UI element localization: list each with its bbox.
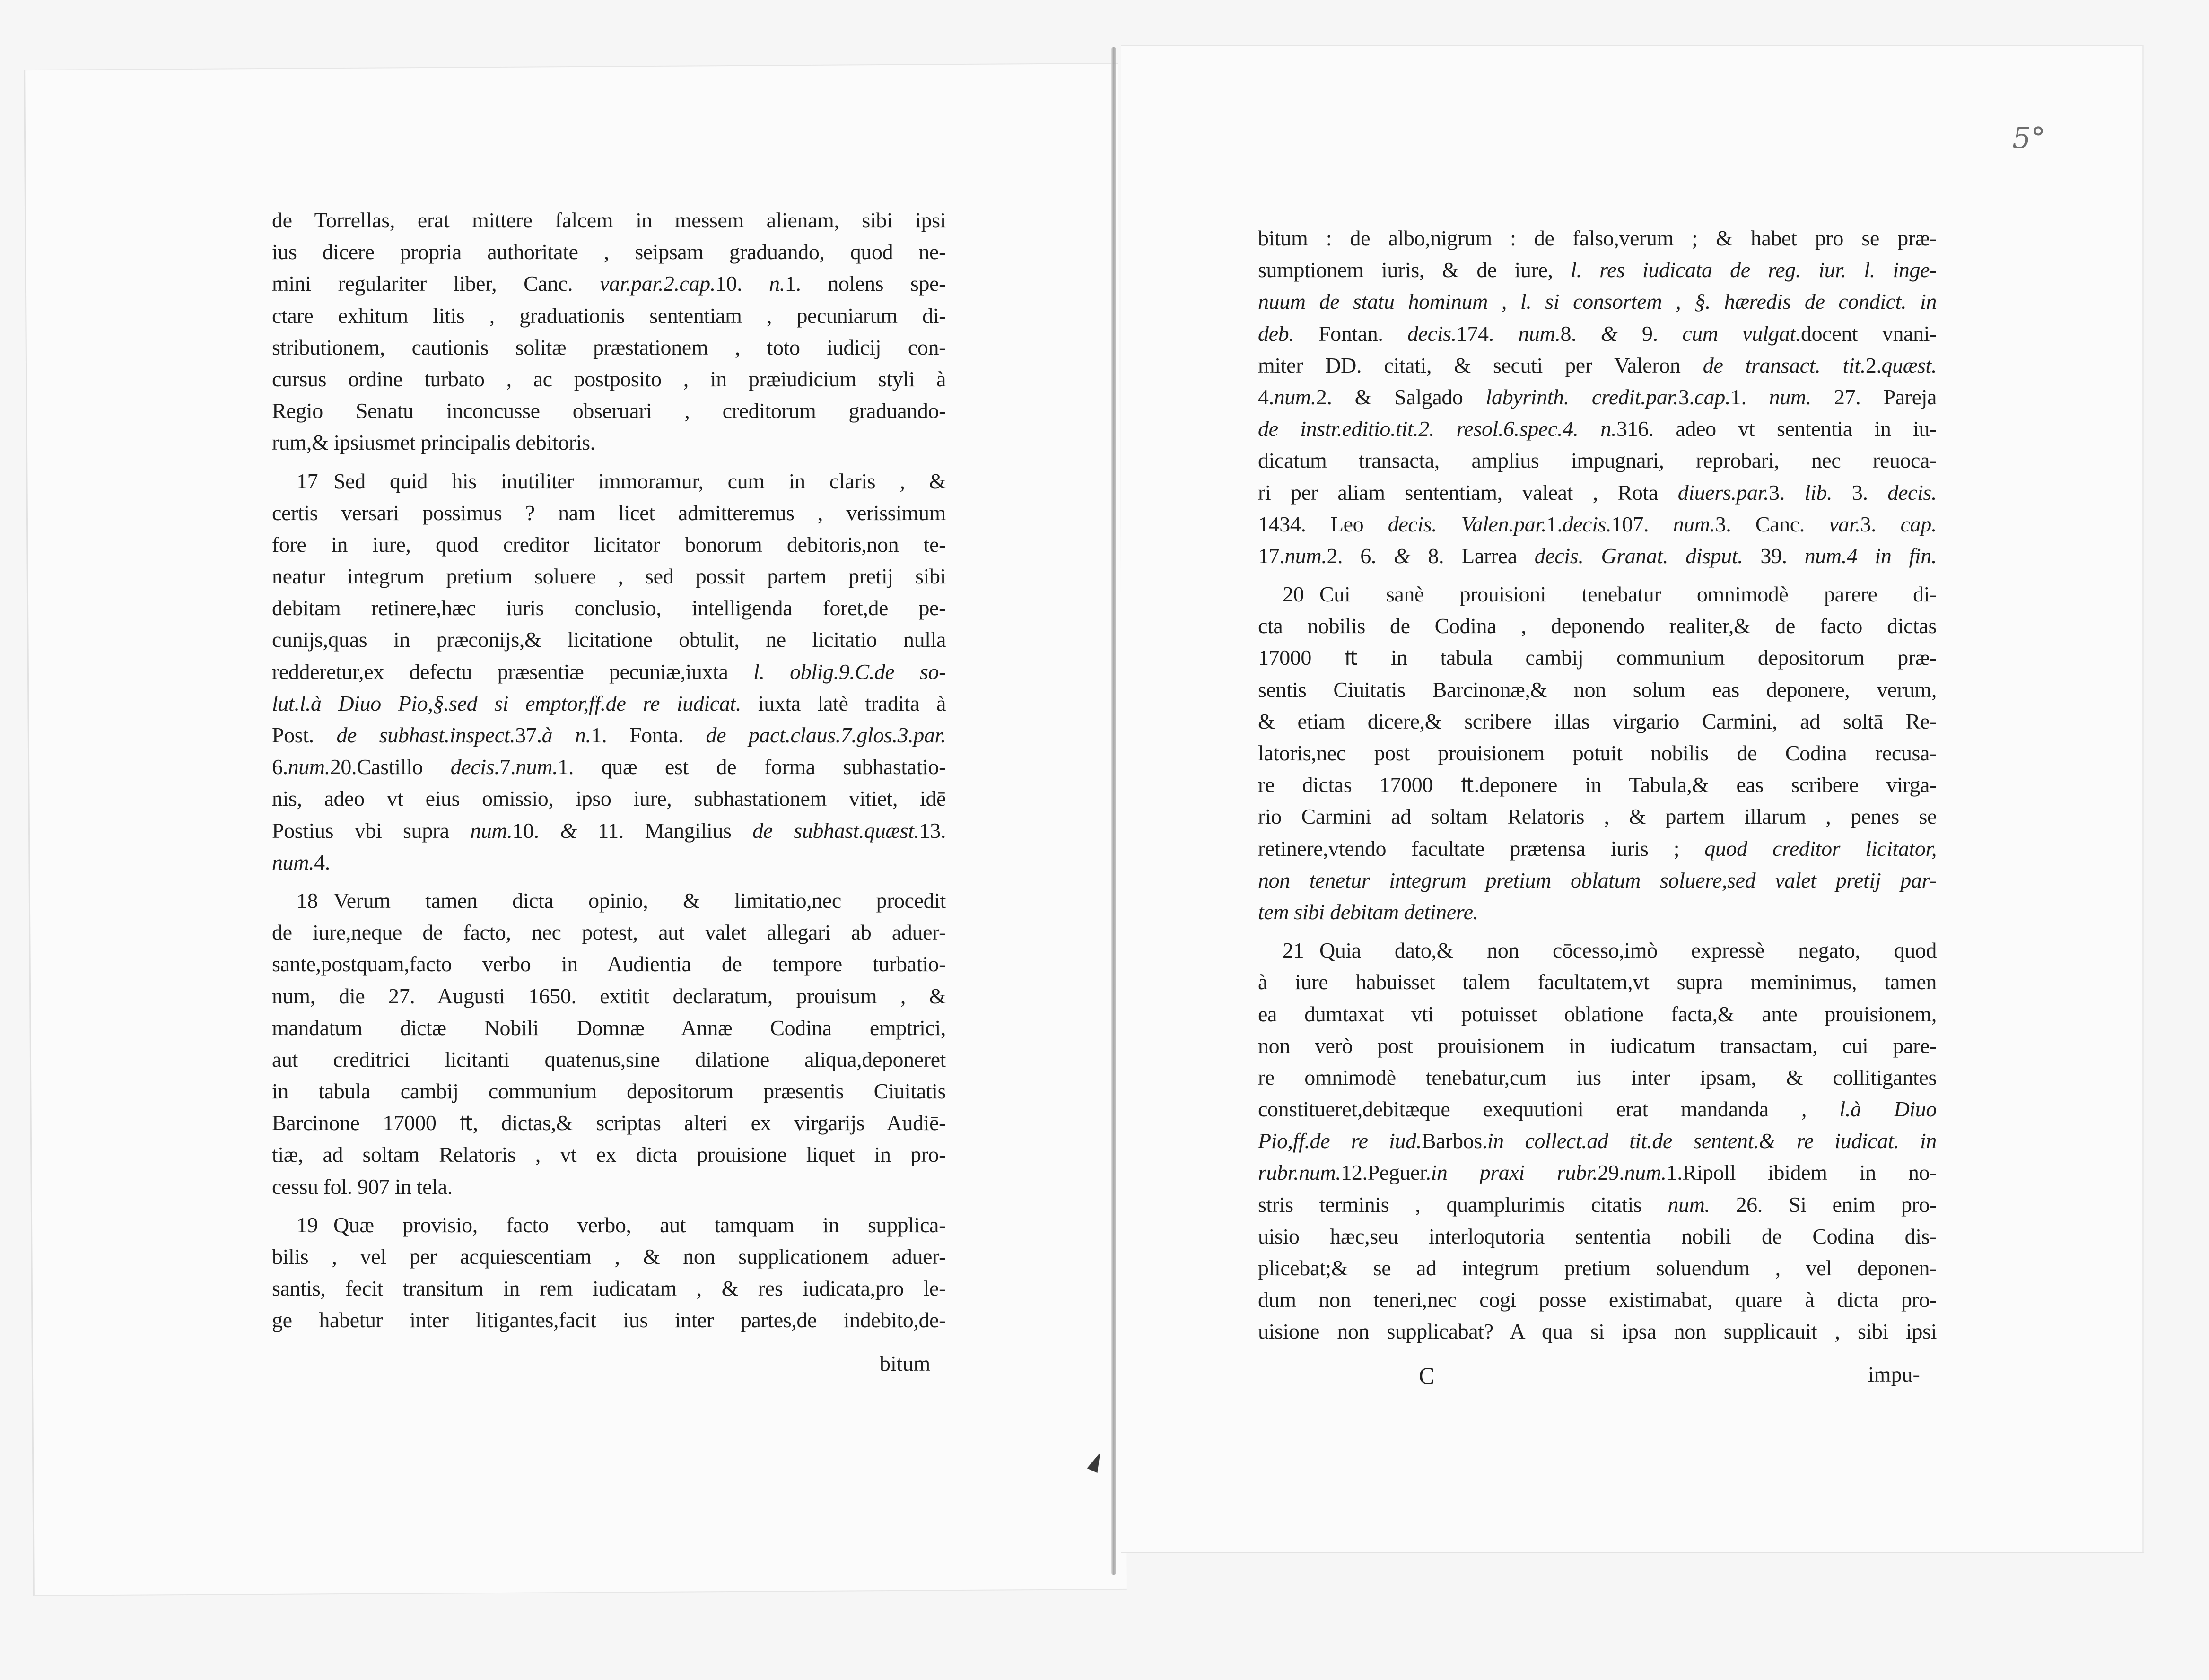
text-run: 3. xyxy=(1860,512,1901,536)
text-run: mini regulariter liber, Canc. xyxy=(272,271,600,296)
text-run: cta nobilis de Codina , deponendo realiter,& de facto dictas xyxy=(1258,614,1937,638)
text-run: Cui sanè prouisioni tenebatur omnimodè parere di- xyxy=(1319,582,1937,607)
text-run: debitam retinere,hæc iuris conclusio, intelligenda foret,de pe- xyxy=(272,596,946,620)
text-line xyxy=(1258,705,1937,737)
text-run: 10. xyxy=(715,271,769,296)
text-run: 2. xyxy=(1865,353,1882,377)
text-run: 4. xyxy=(314,850,330,874)
citation-italic: num. xyxy=(1769,384,1811,409)
text-run: à iure habuisset talem facultatem,vt supra meminimus, tamen xyxy=(1258,970,1937,994)
text-line xyxy=(1258,737,1937,769)
text-run: santis, fecit transitum in rem iudicatam , & res iudicata,pro le- xyxy=(272,1276,946,1301)
citation-italic: num. xyxy=(1673,512,1715,536)
text-line xyxy=(272,1139,946,1170)
text-run: constitueret,debitæque exequutioni erat mandanda , xyxy=(1258,1097,1840,1122)
citation-italic: de instr.editio.tit.2. resol.6.spec.4. n. xyxy=(1258,417,1616,441)
text-line xyxy=(1258,1284,1937,1315)
text-line xyxy=(1258,1030,1937,1062)
citation-italic: decis. xyxy=(450,755,500,779)
text-run: ri per aliam sententiam, valeat , Rota xyxy=(1258,480,1678,505)
citation-italic: cap. xyxy=(1900,512,1937,536)
text-run: stributionem, cautionis solitæ præstationem , toto iudicij con- xyxy=(272,335,946,359)
text-line xyxy=(272,783,946,814)
text-run: 3. xyxy=(1769,480,1805,505)
text-line xyxy=(1258,578,1937,610)
citation-italic: lut.l.à Diuo Pio,§.sed si emptor,ff.de re iudicat. xyxy=(272,691,741,715)
citation-italic: nuum de statu hominum , l. si consortem , §. hæredis de condict. in xyxy=(1258,289,1937,314)
text-line xyxy=(1258,1252,1937,1284)
text-run: non verò post prouisionem in iudicatum transactam, cui pare- xyxy=(1258,1033,1937,1058)
text-run: 2. & Salgado xyxy=(1316,384,1486,409)
text-line xyxy=(272,815,946,846)
citation-italic: cap. xyxy=(1694,384,1730,409)
text-line xyxy=(1258,642,1937,673)
text-line xyxy=(272,395,946,427)
citation-italic: labyrinth. credit.par. xyxy=(1485,384,1678,409)
citation-italic: decis. xyxy=(1407,321,1457,346)
text-line xyxy=(272,1075,946,1107)
text-run: 3. Canc. xyxy=(1715,512,1829,536)
left-page-text xyxy=(272,204,946,1336)
text-run: 4. xyxy=(1258,384,1274,409)
citation-italic: lib. xyxy=(1804,480,1833,505)
text-line xyxy=(272,916,946,948)
text-run: num, die 27. Augusti 1650. extitit declaratum, prouisum , & xyxy=(272,984,946,1008)
text-run: 2. 6. xyxy=(1327,543,1394,568)
text-run: redderetur,ex defectu præsentiæ pecuniæ,iuxta xyxy=(272,659,754,684)
text-line xyxy=(272,331,946,363)
text-line xyxy=(1258,318,1937,349)
text-line xyxy=(272,656,946,688)
citation-italic: num. xyxy=(515,755,558,779)
text-run: uisio hæc,seu interloqutoria sententia nobili de Codina dis- xyxy=(1258,1224,1937,1248)
text-line xyxy=(272,1171,946,1202)
text-run: retinere,vtendo facultate prætensa iuris ; xyxy=(1258,836,1705,861)
text-line xyxy=(272,363,946,395)
text-run: docent vnani- xyxy=(1800,321,1937,346)
text-line xyxy=(272,719,946,751)
text-run: 12.Peguer. xyxy=(1341,1160,1431,1185)
text-line xyxy=(1258,540,1937,572)
text-run: ge habetur inter litigantes,facit ius inter partes,de indebito,de- xyxy=(272,1308,946,1332)
citation-italic: de pact.claus.7.glos.3.par. xyxy=(706,723,946,747)
text-line xyxy=(1258,896,1937,928)
text-run: 174. xyxy=(1456,321,1519,346)
text-run: 9. xyxy=(1617,321,1683,346)
citation-italic: num. xyxy=(470,818,513,843)
text-line xyxy=(1258,864,1937,896)
paragraph-gap xyxy=(272,878,946,885)
text-run: 29. xyxy=(1598,1160,1624,1185)
text-line xyxy=(272,560,946,592)
citation-italic: num. xyxy=(1518,321,1561,346)
text-line xyxy=(1258,966,1937,998)
text-line xyxy=(272,1107,946,1139)
citation-italic: à n. xyxy=(541,723,591,747)
text-line xyxy=(1258,801,1937,832)
citation-italic: num.4 in fin. xyxy=(1804,543,1937,568)
text-run: cessu fol. 907 in tela. xyxy=(272,1174,453,1199)
text-line xyxy=(272,1241,946,1272)
citation-italic: de subhast.quæst. xyxy=(752,818,919,843)
text-run: 39. xyxy=(1743,543,1805,568)
text-line xyxy=(272,1209,946,1241)
text-line xyxy=(1258,381,1937,413)
text-run: 11. Mangilius xyxy=(576,818,753,843)
citation-italic: diuers.par. xyxy=(1677,480,1769,505)
text-run: rum,& ipsiusmet principalis debitoris. xyxy=(272,430,595,455)
text-run: Barbos. xyxy=(1421,1129,1487,1153)
text-line xyxy=(272,300,946,331)
paragraph-gap xyxy=(1258,572,1937,578)
text-run: de Torrellas, erat mittere falcem in messem alienam, sibi ipsi xyxy=(272,208,946,232)
text-run: latoris,nec post prouisionem potuit nobilis de Codina recusa- xyxy=(1258,741,1937,765)
text-run: 316. adeo vt sententia in iu- xyxy=(1616,417,1937,441)
text-run: ius dicere propria authoritate , seipsam graduando, quod ne- xyxy=(272,240,946,264)
citation-italic: in collect.ad tit.de sentent.& re iudicat. in xyxy=(1487,1129,1937,1153)
paragraph-number: 20 xyxy=(1283,582,1304,607)
text-run: 8. Larrea xyxy=(1410,543,1535,568)
citation-italic: l. res iudicata de reg. iur. l. inge- xyxy=(1571,258,1937,282)
citation-italic: in praxi rubr. xyxy=(1431,1160,1598,1185)
text-run: 1. xyxy=(1730,384,1769,409)
text-run: dicatum transacta, amplius impugnari, reprobari, nec reuoca- xyxy=(1258,448,1937,473)
citation-italic: & xyxy=(1600,321,1618,346)
right-page-text xyxy=(1258,222,1937,1348)
text-run: 1. quæ est de forma subhastatio- xyxy=(558,755,946,779)
text-run: 1.Ripoll ibidem in no- xyxy=(1666,1160,1937,1185)
paragraph-number: 17 xyxy=(297,469,318,493)
text-line xyxy=(1258,349,1937,381)
text-run: aut creditrici licitanti quatenus,sine dilatione aliqua,deponeret xyxy=(272,1047,946,1071)
text-line xyxy=(272,1304,946,1336)
citation-italic: l. oblig.9.C.de so- xyxy=(753,659,946,684)
text-line xyxy=(272,885,946,916)
text-line xyxy=(272,268,946,299)
citation-italic: tem sibi debitam detinere. xyxy=(1258,899,1478,924)
text-run: 20.Castillo xyxy=(330,755,451,779)
text-run: Quæ provisio, facto verbo, aut tamquam in supplica- xyxy=(333,1212,946,1237)
text-run: 17000 ₶ in tabula cambij communium depositorum præ- xyxy=(1258,645,1937,670)
paragraph-gap xyxy=(272,1202,946,1209)
text-run: cunijs,quas in præconijs,& licitatione obtulit, ne licitatio nulla xyxy=(272,627,946,652)
text-line xyxy=(272,688,946,719)
text-run: 107. xyxy=(1611,512,1673,536)
citation-italic: num. xyxy=(272,850,314,874)
right-catchword: impu- xyxy=(1868,1362,1920,1386)
binding-gutter xyxy=(1111,47,1116,1575)
citation-italic: non tenetur integrum pretium oblatum soluere,sed valet pretij par- xyxy=(1258,868,1937,892)
citation-italic: & xyxy=(560,818,577,843)
text-run: 13. xyxy=(919,818,946,843)
citation-italic: var. xyxy=(1829,512,1860,536)
citation-italic: & xyxy=(1393,543,1411,568)
text-run: plicebat;& se ad integrum pretium soluendum , vel deponen- xyxy=(1258,1256,1937,1280)
text-line xyxy=(272,751,946,783)
paragraph-number: 19 xyxy=(297,1212,318,1237)
text-line xyxy=(272,592,946,624)
citation-italic: num. xyxy=(1624,1160,1667,1185)
citation-italic: quod creditor licitator, xyxy=(1704,836,1937,861)
text-run: mandatum dictæ Nobili Domnæ Annæ Codina emptrici, xyxy=(272,1015,946,1040)
citation-italic: decis. xyxy=(1562,512,1612,536)
text-line xyxy=(272,846,946,878)
folio-mark: 5° xyxy=(2012,121,2046,155)
citation-italic: cum vulgat. xyxy=(1682,321,1801,346)
text-run: de iure,neque de facto, nec potest, aut valet allegari ab aduer- xyxy=(272,920,946,945)
text-line xyxy=(1258,477,1937,508)
text-run: certis versari possimus ? nam licet admitteremus , verissimum xyxy=(272,500,946,525)
citation-italic: var.par.2.cap. xyxy=(600,271,716,296)
text-run: Fontan. xyxy=(1294,321,1408,346)
citation-italic: Pio,ff.de re iud. xyxy=(1258,1129,1422,1153)
citation-italic: de subhast.inspect. xyxy=(336,723,515,747)
text-run: bitum : de albo,nigrum : de falso,verum ; & habet pro se præ- xyxy=(1258,226,1937,250)
text-line xyxy=(272,497,946,529)
text-run: 1. xyxy=(1546,512,1563,536)
text-run: 3. xyxy=(1832,480,1888,505)
citation-italic: num. xyxy=(1274,384,1316,409)
text-run: miter DD. citati, & secuti per Valeron xyxy=(1258,353,1703,377)
text-line xyxy=(272,1272,946,1304)
text-line xyxy=(1258,769,1937,801)
text-run: 6. xyxy=(272,755,288,779)
text-line xyxy=(1258,1220,1937,1252)
citation-italic: quæst. xyxy=(1881,353,1937,377)
text-line xyxy=(1258,1125,1937,1157)
text-run: re dictas 17000 ₶.deponere in Tabula,& eas scribere virga- xyxy=(1258,773,1937,797)
text-run: 1. nolens spe- xyxy=(785,271,946,296)
text-line xyxy=(1258,833,1937,864)
text-line xyxy=(272,980,946,1012)
text-line xyxy=(272,1044,946,1075)
text-line xyxy=(1258,413,1937,444)
text-line xyxy=(272,236,946,268)
text-run: dum non teneri,nec cogi posse existimabat, quare à dicta pro- xyxy=(1258,1288,1937,1312)
text-run: sentis Ciuitatis Barcinonæ,& non solum eas deponere, verum, xyxy=(1258,677,1937,702)
text-run: Quia dato,& non cōcesso,imò expressè negato, quod xyxy=(1319,938,1937,963)
text-run: 3. xyxy=(1678,384,1694,409)
text-run: sumptionem iuris, & de iure, xyxy=(1258,258,1571,282)
text-line xyxy=(272,529,946,560)
text-run: 1434. Leo xyxy=(1258,512,1388,536)
text-line xyxy=(1258,508,1937,540)
text-run: 37. xyxy=(515,723,542,747)
left-catchword: bitum xyxy=(880,1351,931,1375)
text-run: ctare exhitum litis , graduationis sententiam , pecuniarum di- xyxy=(272,303,946,328)
citation-italic: decis. Granat. disput. xyxy=(1534,543,1743,568)
text-run: re omnimodè tenebatur,cum ius inter ipsam, & collitigantes xyxy=(1258,1065,1937,1089)
text-run: Sed quid his inutiliter immoramur, cum in claris , & xyxy=(333,469,946,493)
text-run: Barcinone 17000 ₶, dictas,& scriptas alteri ex virgarijs Audiē- xyxy=(272,1111,946,1135)
citation-italic: n. xyxy=(769,271,785,296)
text-line xyxy=(1258,286,1937,317)
text-line xyxy=(1258,1062,1937,1093)
text-run: bilis , vel per acquiescentiam , & non supplicationem aduer- xyxy=(272,1245,946,1269)
text-run: tiæ, ad soltam Relatoris , vt ex dicta prouisione liquet in pro- xyxy=(272,1142,946,1167)
citation-italic: num. xyxy=(288,755,330,779)
text-run: fore in iure, quod creditor licitator bonorum debitoris,non te- xyxy=(272,532,946,557)
text-line xyxy=(1258,1093,1937,1125)
text-run: cursus ordine turbato , ac postposito , in præiudicium styli à xyxy=(272,366,946,391)
citation-italic: decis. Valen.par. xyxy=(1388,512,1546,536)
paragraph-number: 18 xyxy=(297,888,318,913)
text-line xyxy=(272,465,946,497)
citation-italic: l.à Diuo xyxy=(1839,1097,1937,1122)
citation-italic: deb. xyxy=(1258,321,1294,346)
text-run: Post. xyxy=(272,723,337,747)
text-run: Verum tamen dicta opinio, & limitatio,nec procedit xyxy=(333,888,946,913)
text-run: & etiam dicere,& scribere illas virgario Carmini, ad soltā Re- xyxy=(1258,709,1937,733)
text-run: rio Carmini ad soltam Relatoris , & partem illarum , penes se xyxy=(1258,804,1937,829)
text-run: uisione non supplicabat? A qua si ipsa non supplicauit , sibi ipsi xyxy=(1258,1319,1937,1344)
text-run: in tabula cambij communium depositorum præsentis Ciuitatis xyxy=(272,1079,946,1104)
citation-italic: de transact. tit. xyxy=(1703,353,1866,377)
text-line xyxy=(1258,444,1937,476)
signature-mark: C xyxy=(1419,1362,1435,1389)
text-run: neatur integrum pretium soluere , sed possit partem pretij sibi xyxy=(272,564,946,589)
text-line xyxy=(1258,254,1937,286)
text-line xyxy=(1258,674,1937,705)
text-line xyxy=(1258,934,1937,966)
citation-italic: rubr.num. xyxy=(1258,1160,1341,1185)
text-run: 7. xyxy=(499,755,516,779)
text-line xyxy=(1258,1157,1937,1188)
text-run: Regio Senatu inconcusse obseruari , creditorum graduando- xyxy=(272,399,946,423)
paragraph-gap xyxy=(1258,928,1937,934)
text-line xyxy=(1258,610,1937,642)
text-line xyxy=(272,427,946,458)
citation-italic: num. xyxy=(1668,1192,1710,1217)
text-line xyxy=(1258,1189,1937,1220)
paragraph-gap xyxy=(272,459,946,465)
text-run: 1. Fonta. xyxy=(591,723,706,747)
text-run: 10. xyxy=(512,818,560,843)
text-line xyxy=(272,1012,946,1044)
text-run: 17. xyxy=(1258,543,1285,568)
text-run: 27. Pareja xyxy=(1811,384,1937,409)
text-line xyxy=(272,204,946,236)
text-run: Postius vbi supra xyxy=(272,818,471,843)
text-run: ea dumtaxat vti potuisset oblatione facta,& ante prouisionem, xyxy=(1258,1001,1937,1026)
text-run: 26. Si enim pro- xyxy=(1710,1192,1937,1217)
paragraph-number: 21 xyxy=(1283,938,1304,963)
text-run: 8. xyxy=(1560,321,1601,346)
text-run: stris terminis , quamplurimis citatis xyxy=(1258,1192,1668,1217)
citation-italic: decis. xyxy=(1887,480,1937,505)
text-run: sante,postquam,facto verbo in Audientia de tempore turbatio- xyxy=(272,952,946,976)
text-line xyxy=(272,948,946,980)
citation-italic: num. xyxy=(1284,543,1327,568)
text-line xyxy=(1258,222,1937,254)
text-run: nis, adeo vt eius omissio, ipso iure, subhastationem vitiet, idē xyxy=(272,786,946,811)
text-run: iuxta latè tradita à xyxy=(741,691,946,715)
text-line xyxy=(1258,1315,1937,1347)
text-line xyxy=(1258,998,1937,1030)
text-line xyxy=(272,624,946,655)
